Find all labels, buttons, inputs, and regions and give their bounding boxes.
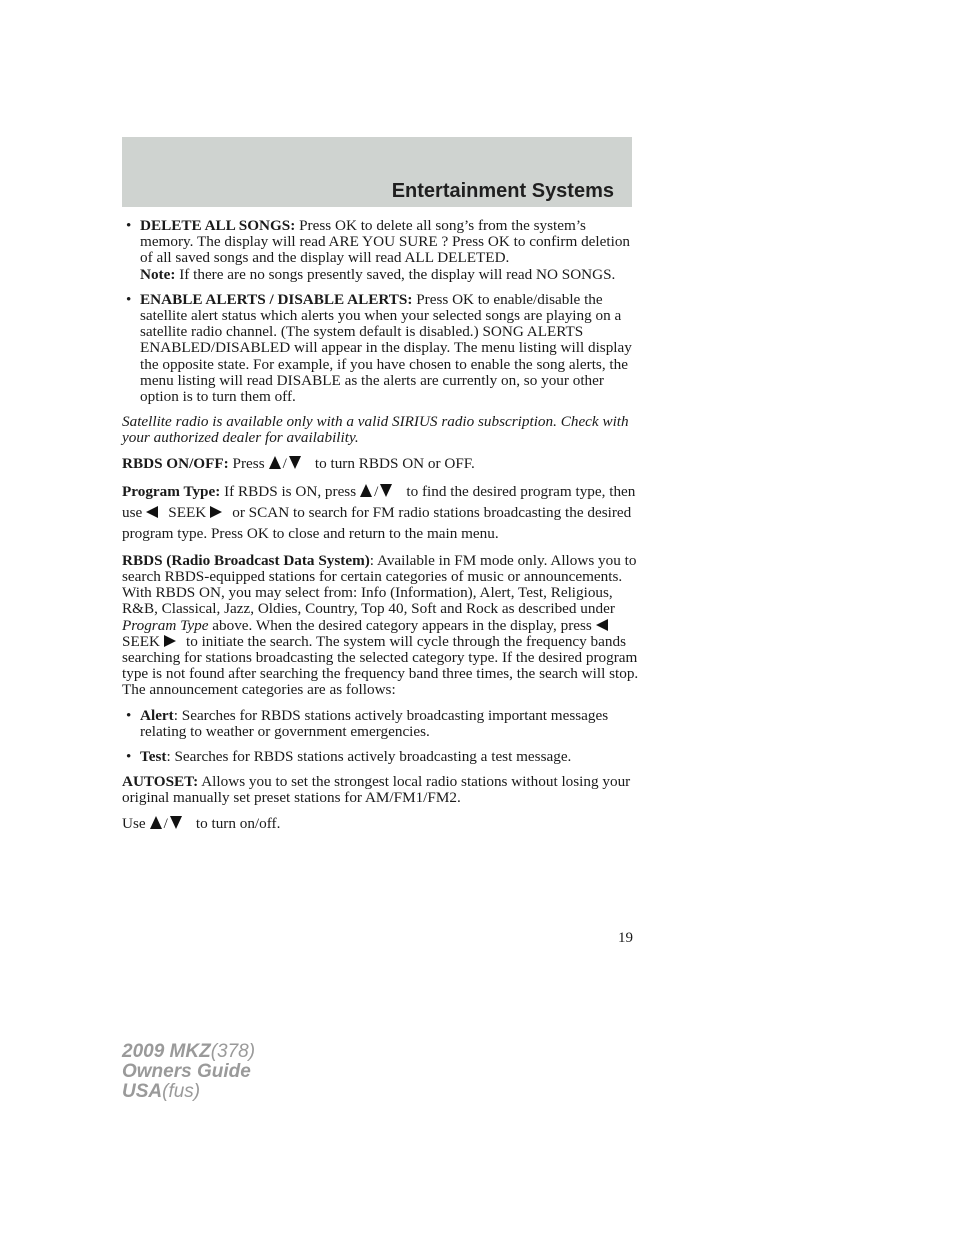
- autoset-text: Allows you to set the strongest local radio stations without losing your original manually set preset stations for AM/FM1/FM2.: [122, 773, 631, 807]
- bullet: •: [126, 748, 132, 766]
- page-number: 19: [618, 930, 633, 946]
- seek-right-icon: [164, 635, 176, 647]
- satellite-note-text: Satellite radio is available only with a valid SIRIUS radio subscription. Check with your authorized dealer for availability.: [122, 413, 629, 447]
- program-type-reference: Program Type: [122, 616, 209, 634]
- footer-model-code: (378): [210, 1041, 256, 1062]
- rbds-onoff-post: to turn RBDS ON or OFF.: [314, 454, 475, 472]
- enable-alerts-label: ENABLE ALERTS / DISABLE ALERTS:: [140, 290, 413, 308]
- bullet: •: [126, 217, 132, 234]
- rbds-onoff-label: RBDS ON/OFF:: [122, 454, 229, 472]
- seek-left-icon: [146, 506, 158, 518]
- test-label: Test: [140, 748, 167, 766]
- program-type-pre: If RBDS is ON, press: [224, 482, 357, 500]
- rbds-text-2: above. When the desired category appears in the display, press: [212, 616, 592, 634]
- rbds-onoff-pre: Press: [232, 454, 265, 472]
- footer: [122, 1042, 255, 1102]
- seek-label: SEEK: [122, 632, 160, 650]
- use-pre: Use: [122, 814, 146, 832]
- program-type-mid: to find the desired program type, then use: [122, 482, 636, 521]
- use-post: to turn on/off.: [195, 814, 281, 832]
- alert-item: [122, 708, 642, 740]
- test-text: : Searches for RBDS stations actively broadcasting a test message.: [166, 748, 572, 766]
- bullet: •: [126, 290, 132, 308]
- delete-all-songs-label: DELETE ALL SONGS:: [140, 217, 296, 234]
- autoset-use-line: [122, 816, 642, 832]
- autoset-paragraph: [122, 774, 642, 806]
- note-text: If there are no songs presently saved, the display will read NO SONGS.: [179, 265, 616, 283]
- footer-model: 2009 MKZ: [122, 1041, 211, 1062]
- delete-all-songs-item: [122, 218, 642, 283]
- up-arrow-icon: [269, 456, 281, 469]
- up-arrow-icon: [360, 484, 372, 497]
- section-title: Entertainment Systems: [391, 180, 614, 202]
- seek-left-icon: [596, 619, 608, 631]
- down-arrow-icon: [380, 484, 392, 497]
- program-type-paragraph: [122, 481, 642, 544]
- program-type-label: Program Type:: [122, 482, 221, 500]
- rbds-label: RBDS (Radio Broadcast Data System): [122, 551, 370, 569]
- autoset-label: AUTOSET:: [122, 773, 199, 791]
- enable-alerts-item: [122, 292, 642, 405]
- enable-alerts-text: Press OK to enable/disable the satellite alert status which alerts you when your selected songs are playing on a satellite radio channel. (The system default is disabled.) SONG ALERTS ENABLED/DISABLED will appear in the display. The menu listing will display the opposite state. For example, if you have chosen to enable the song alerts, the menu listing will read DISABLE as the alerts are currently on, so your other option is to turn them off.: [140, 290, 632, 406]
- page-content: [122, 218, 642, 841]
- slash: /: [163, 814, 168, 832]
- seek-right-icon: [210, 506, 222, 518]
- section-header: [122, 137, 632, 207]
- test-item: [122, 749, 642, 765]
- footer-region: USA: [122, 1081, 163, 1102]
- bullet: •: [126, 706, 132, 724]
- note-label: Note:: [140, 265, 176, 283]
- up-arrow-icon: [150, 816, 162, 829]
- alert-text: : Searches for RBDS stations actively broadcasting important messages relating to weather or government emergencies.: [140, 706, 609, 740]
- program-type-post: or SCAN to search for FM radio stations broadcasting the desired program type. Press OK to close and return to the main menu.: [122, 503, 632, 542]
- rbds-text-1: : Available in FM mode only. Allows you to search RBDS-equipped stations for certain categories of music or announcements. With RBDS ON, you may select from: Info (Information), Alert, Test, Religious, R&B, Classical, Jazz, Oldies, Country, Top 40, Soft and Rock as described under: [122, 551, 637, 618]
- footer-guide: Owners Guide: [122, 1061, 251, 1082]
- alert-label: Alert: [140, 706, 174, 724]
- footer-region-code: (fus): [162, 1081, 201, 1102]
- down-arrow-icon: [289, 456, 301, 469]
- satellite-note: [122, 414, 642, 446]
- delete-all-songs-text: Press OK to delete all song’s from the system’s memory. The display will read ARE YOU SURE ? Press OK to confirm deletion of all saved songs and the display will read ALL DELETED.: [140, 217, 631, 267]
- seek-label: SEEK: [168, 503, 207, 521]
- rbds-text-3: to initiate the search. The system will cycle through the frequency bands searching for stations broadcasting the selected category type. If the desired program type is not found after searching the frequency band three times, the search will stop. The announcement categories are as follows:: [122, 632, 639, 699]
- slash: /: [282, 454, 287, 472]
- slash: /: [374, 482, 379, 500]
- rbds-onoff-paragraph: [122, 456, 642, 472]
- rbds-paragraph: [122, 553, 642, 699]
- down-arrow-icon: [170, 816, 182, 829]
